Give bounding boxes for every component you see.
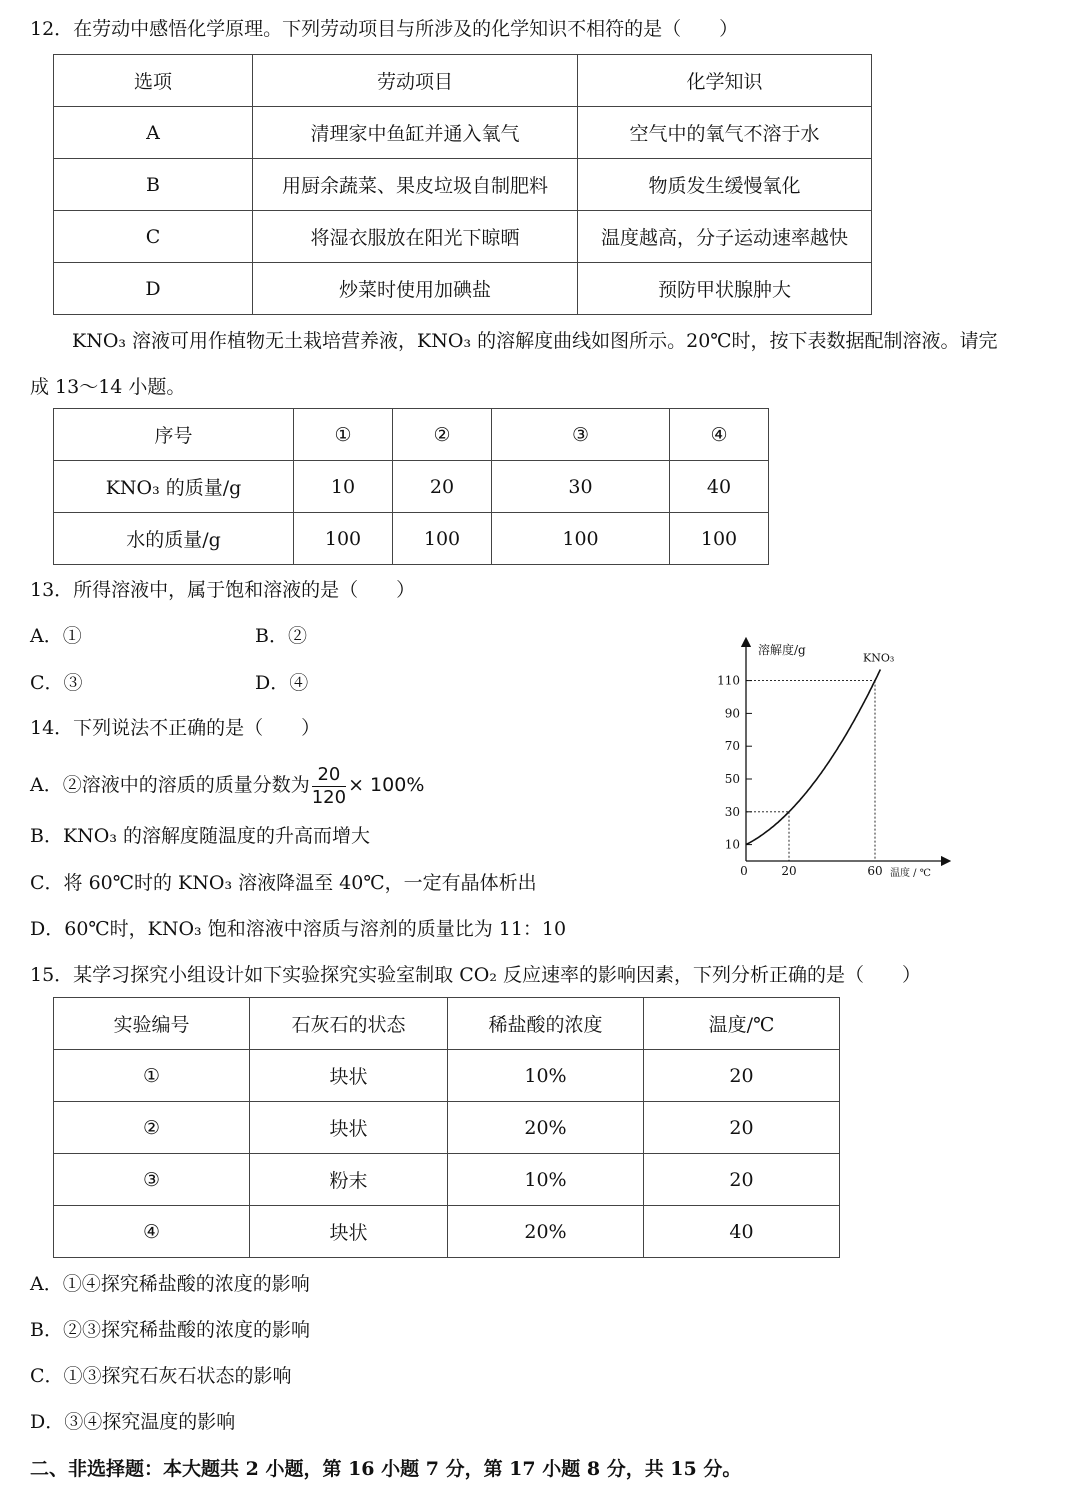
table-cell: 20 (644, 1154, 840, 1206)
q14-option-a-prefix: A．②溶液中的溶质的质量分数为 (30, 774, 310, 796)
table-header-row (54, 55, 872, 107)
y-tick-label: 110 (717, 673, 740, 688)
table-cell: 粉末 (250, 1154, 448, 1206)
table-row (54, 1154, 840, 1206)
table-cell: KNO₃ 的质量/g (54, 461, 294, 513)
table-cell: 块状 (250, 1050, 448, 1102)
header-cell: 化学知识 (578, 55, 872, 107)
q12-table (53, 54, 872, 315)
table-header-row (54, 998, 840, 1050)
header-cell: 实验编号 (54, 998, 250, 1050)
table-cell: 40 (670, 461, 769, 513)
table-cell: 100 (393, 513, 492, 565)
q14-stem: 14．下列说法不正确的是（ ） (30, 717, 321, 739)
table-cell: 物质发生缓慢氧化 (578, 159, 872, 211)
y-tick-label: 90 (724, 706, 740, 721)
table-row (54, 1050, 840, 1102)
table-row (54, 159, 872, 211)
table-cell: 20 (393, 461, 492, 513)
q13-data-table (53, 408, 769, 565)
table-cell: 10% (448, 1154, 644, 1206)
y-tick-label: 50 (724, 772, 740, 786)
table-cell: 20 (644, 1050, 840, 1102)
y-tick-label: 70 (724, 739, 740, 754)
q14-option-a-suffix: × 100% (348, 774, 425, 796)
y-tick-label: 10 (724, 837, 740, 852)
q13-option-c: C．③ (30, 672, 83, 694)
q13-option-a: A．① (30, 625, 82, 647)
table-cell: 20% (448, 1102, 644, 1154)
fraction (312, 764, 346, 809)
table-cell: 100 (294, 513, 393, 565)
header-cell: 劳动项目 (253, 55, 578, 107)
x-tick-label: 20 (781, 864, 797, 878)
solubility-chart (700, 628, 960, 888)
q14-option-c: C．将 60℃时的 KNO₃ 溶液降温至 40℃，一定有晶体析出 (30, 872, 537, 894)
table-row (54, 461, 769, 513)
q15-stem: 15．某学习探究小组设计如下实验探究实验室制取 CO₂ 反应速率的影响因素，下列分析正确的是（ ） (30, 964, 921, 986)
q12-stem: 12．在劳动中感悟化学原理。下列劳动项目与所涉及的化学知识不相符的是（ ） (30, 18, 739, 40)
table-row (54, 211, 872, 263)
table-cell: ④ (54, 1206, 250, 1258)
q13-stem: 13．所得溶液中，属于饱和溶液的是（ ） (30, 579, 416, 601)
table-cell: 块状 (250, 1102, 448, 1154)
table-cell: ① (54, 1050, 250, 1102)
section-2-heading: 二、非选择题：本大题共 2 小题，第 16 小题 7 分，第 17 小题 8 分，共 15 分。 (30, 1458, 742, 1480)
intro-line-1: KNO₃ 溶液可用作植物无土栽培营养液，KNO₃ 的溶解度曲线如图所示。20℃时，按下表数据配制溶液。请完 (72, 330, 998, 352)
table-cell: 将湿衣服放在阳光下晾晒 (253, 211, 578, 263)
table-cell: 温度越高，分子运动速率越快 (578, 211, 872, 263)
x-tick-label: 0 (740, 864, 748, 878)
table-cell: 30 (492, 461, 670, 513)
table-cell: 40 (644, 1206, 840, 1258)
y-axis-label: 溶解度/g (758, 643, 806, 657)
table-cell: 块状 (250, 1206, 448, 1258)
header-cell: 稀盐酸的浓度 (448, 998, 644, 1050)
table-cell: 水的质量/g (54, 513, 294, 565)
header-cell: ③ (492, 409, 670, 461)
table-cell: ③ (54, 1154, 250, 1206)
table-header-row (54, 409, 769, 461)
table-cell: 20 (644, 1102, 840, 1154)
header-cell: 序号 (54, 409, 294, 461)
table-cell: 预防甲状腺肿大 (578, 263, 872, 315)
table-cell: 100 (492, 513, 670, 565)
table-cell: D (54, 263, 253, 315)
q14-option-d: D．60℃时，KNO₃ 饱和溶液中溶质与溶剂的质量比为 11：10 (30, 918, 567, 940)
q13-option-d: D．④ (255, 672, 309, 694)
table-cell: 清理家中鱼缸并通入氧气 (253, 107, 578, 159)
table-cell: 用厨余蔬菜、果皮垃圾自制肥料 (253, 159, 578, 211)
header-cell: ① (294, 409, 393, 461)
header-cell: 石灰石的状态 (250, 998, 448, 1050)
table-cell: C (54, 211, 253, 263)
x-tick-label: 60 (867, 864, 883, 878)
x-axis-label: 温度 / ℃ (890, 868, 931, 879)
table-cell: 100 (670, 513, 769, 565)
header-cell: 选项 (54, 55, 253, 107)
q15-table (53, 997, 840, 1258)
table-row (54, 513, 769, 565)
q14-option-a (30, 761, 424, 809)
header-cell: 温度/℃ (644, 998, 840, 1050)
table-cell: 炒菜时使用加碘盐 (253, 263, 578, 315)
table-cell: 10% (448, 1050, 644, 1102)
q15-option-a: A．①④探究稀盐酸的浓度的影响 (30, 1273, 310, 1295)
q15-option-c: C．①③探究石灰石状态的影响 (30, 1365, 292, 1387)
table-cell: ② (54, 1102, 250, 1154)
header-cell: ④ (670, 409, 769, 461)
table-row (54, 263, 872, 315)
header-cell: ② (393, 409, 492, 461)
q15-option-b: B．②③探究稀盐酸的浓度的影响 (30, 1319, 310, 1341)
table-row (54, 1206, 840, 1258)
series-label: KNO₃ (863, 651, 895, 665)
table-cell: A (54, 107, 253, 159)
fraction-denominator: 120 (311, 786, 347, 808)
table-row (54, 1102, 840, 1154)
intro-line-2: 成 13～14 小题。 (30, 376, 186, 398)
q15-option-d: D．③④探究温度的影响 (30, 1411, 236, 1433)
table-cell: B (54, 159, 253, 211)
table-row (54, 107, 872, 159)
q13-option-b: B．② (255, 625, 307, 647)
table-cell: 空气中的氧气不溶于水 (578, 107, 872, 159)
y-tick-label: 30 (724, 804, 740, 819)
q14-option-b: B．KNO₃ 的溶解度随温度的升高而增大 (30, 825, 371, 847)
table-cell: 20% (448, 1206, 644, 1258)
fraction-numerator: 20 (312, 764, 346, 787)
table-cell: 10 (294, 461, 393, 513)
kno3-solubility-curve (746, 670, 880, 845)
